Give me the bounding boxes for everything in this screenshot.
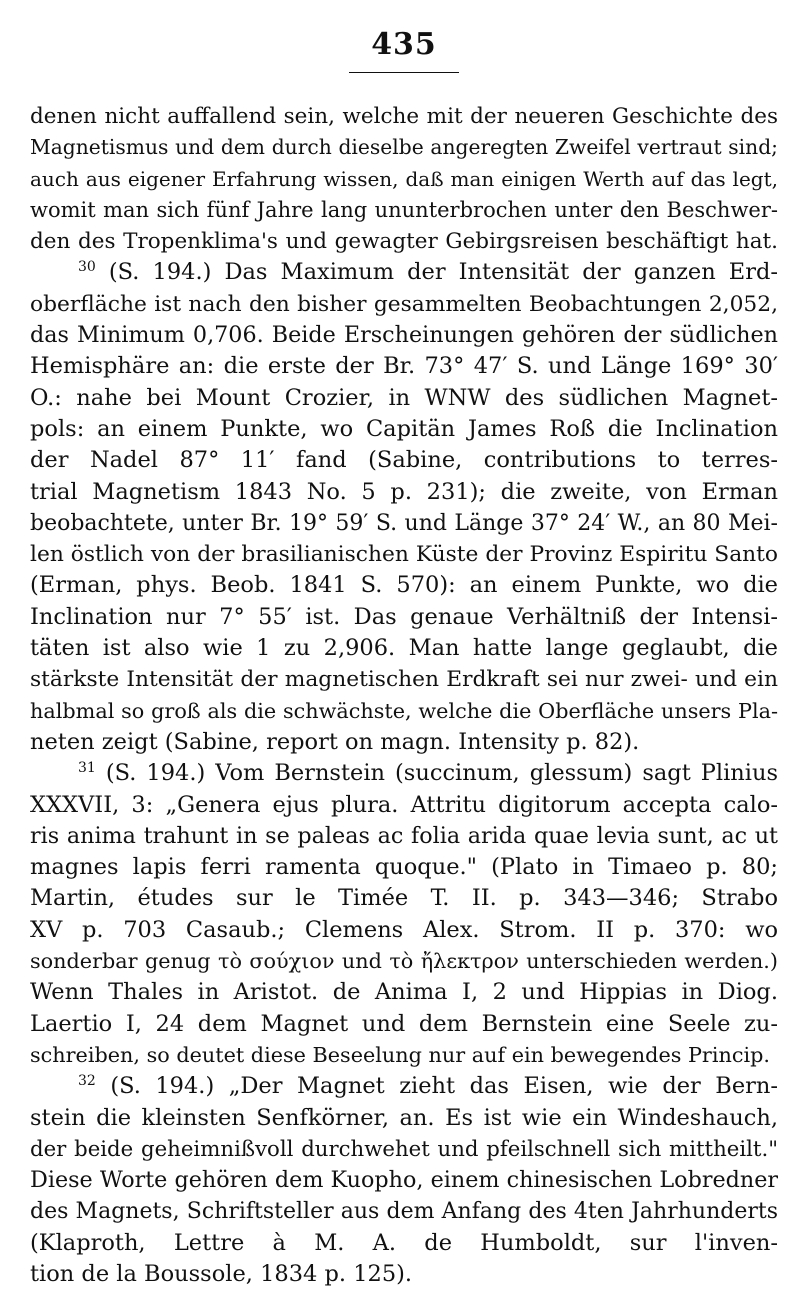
text-line (30, 664, 778, 695)
header-rule (349, 72, 459, 73)
text-line (30, 790, 778, 821)
line-text: (Erman, phys. Beob. 1841 S. 570): an einem Punkte, wo die (30, 572, 778, 599)
document-page (30, 28, 778, 1290)
text-line (30, 1228, 778, 1259)
text-line (30, 1134, 778, 1165)
body-text (30, 101, 778, 1290)
footnote-number: 31 (78, 760, 96, 777)
footnote-number: 32 (78, 1073, 96, 1090)
footnote-number: 30 (78, 259, 96, 276)
text-line (30, 508, 778, 539)
line-text: (S. 194.) „Der Magnet zieht das Eisen, wie der Bern- (110, 1073, 778, 1100)
line-text: halbmal so groß als die schwächste, welche die Oberfläche unsers Pla- (30, 698, 778, 723)
line-text: der Nadel 87° 11′ fand (Sabine, contributions to terres- (30, 447, 778, 474)
line-text: womit man sich fünf Jahre lang ununterbrochen unter den Beschwer- (30, 197, 778, 222)
text-line (30, 570, 778, 601)
text-line (30, 1259, 778, 1290)
line-text: (Klaproth, Lettre à M. A. de Humboldt, sur l'inven- (30, 1229, 778, 1256)
line-text: schreiben, so deutet diese Beseelung nur auf ein bewegendes Princip. (30, 1042, 770, 1067)
line-text: O.: nahe bei Mount Crozier, in WNW des südlichen Magnet- (30, 384, 778, 411)
text-line (30, 351, 778, 382)
line-text: Martin, études sur le Timée T. II. p. 343—346; Strabo (30, 885, 778, 912)
line-text: Laertio I, 24 dem Magnet und dem Bernstein eine Seele zu- (30, 1010, 778, 1037)
text-line (30, 257, 778, 288)
line-text: (S. 194.) Vom Bernstein (succinum, glessum) sagt Plinius (105, 760, 778, 787)
line-text: Inclination nur 7° 55′ ist. Das genaue Verhältniß der Intensi- (30, 603, 778, 630)
text-line (30, 883, 778, 914)
text-line (30, 696, 778, 727)
text-line (30, 289, 778, 320)
text-line (30, 915, 778, 946)
text-line (30, 1103, 778, 1134)
text-line (30, 477, 778, 508)
line-text: trial Magnetism 1843 No. 5 p. 231); die zweite, von Erman (30, 478, 778, 505)
line-text: Magnetismus und dem durch dieselbe angeregten Zweifel vertraut sind; (30, 135, 778, 160)
text-line (30, 758, 778, 789)
text-line (30, 946, 778, 977)
line-text: XV p. 703 Casaub.; Clemens Alex. Strom. II p. 370: wo (30, 916, 778, 943)
text-line (30, 445, 778, 476)
text-line (30, 1196, 778, 1227)
text-line (30, 852, 778, 883)
text-line (30, 727, 778, 758)
line-text: len östlich von der brasilianischen Küste der Provinz Espiritu Santo (30, 542, 778, 568)
text-line (30, 383, 778, 414)
line-text: Hemisphäre an: die erste der Br. 73° 47′ S. und Länge 169° 30′ (30, 353, 778, 380)
text-line (30, 1071, 778, 1102)
text-line (30, 1165, 778, 1196)
text-line (30, 602, 778, 633)
text-line (30, 977, 778, 1008)
line-text: tion de la Boussole, 1834 p. 125). (30, 1260, 413, 1287)
page-number: 435 (371, 27, 437, 62)
line-text: magnes lapis ferri ramenta quoque." (Plato in Timaeo p. 80; (30, 854, 778, 881)
line-text: der beide geheimnißvoll durchwehet und pfeilschnell sich mittheilt." (30, 1136, 778, 1162)
line-text: stein die kleinsten Senfkörner, an. Es ist wie ein Windeshauch, (30, 1104, 778, 1131)
line-text: stärkste Intensität der magnetischen Erdkraft sei nur zwei- und ein (30, 667, 778, 693)
text-line (30, 633, 778, 664)
text-line (30, 1040, 778, 1071)
line-text: den des Tropenklima's und gewagter Gebirgsreisen beschäftigt hat. (30, 229, 778, 255)
line-text: ris anima trahunt in se paleas ac folia arida quae levia sunt, ac ut (30, 822, 778, 849)
line-text: Wenn Thales in Aristot. de Anima I, 2 und Hippias in Diog. (30, 979, 778, 1006)
line-text: Diese Worte gehören dem Kuopho, einem chinesischen Lobredner (30, 1167, 778, 1194)
line-text: des Magnets, Schriftsteller aus dem Anfang des 4ten Jahrhunderts (30, 1199, 778, 1225)
text-line (30, 101, 778, 132)
text-line (30, 1009, 778, 1040)
line-text: täten ist also wie 1 zu 2,906. Man hatte lange geglaubt, die (30, 635, 778, 662)
line-text: das Minimum 0,706. Beide Erscheinungen gehören der südlichen (30, 322, 778, 349)
text-line (30, 195, 778, 226)
text-line (30, 132, 778, 163)
line-text: sonderbar genug τὸ σούχιον und τὸ ἤλεκτρον unterschieden werden.) (30, 949, 778, 974)
line-text: beobachtete, unter Br. 19° 59′ S. und Länge 37° 24′ W., an 80 Mei- (30, 510, 778, 536)
line-text: (S. 194.) Das Maximum der Intensität der ganzen Erd- (108, 259, 778, 286)
text-line (30, 821, 778, 852)
line-text: XXXVII, 3: „Genera ejus plura. Attritu digitorum accepta calo- (30, 791, 778, 818)
text-line (30, 539, 778, 570)
line-text: neten zeigt (Sabine, report on magn. Intensity p. 82). (30, 728, 640, 755)
text-line (30, 414, 778, 445)
line-text: pols: an einem Punkte, wo Capitän James Roß die Inclination (30, 415, 778, 442)
text-line (30, 226, 778, 257)
line-text: oberfläche ist nach den bisher gesammelten Beobachtungen 2,052, (30, 291, 778, 317)
text-line (30, 164, 778, 195)
line-text: auch aus eigener Erfahrung wissen, daß man einigen Werth auf das legt, (30, 166, 778, 191)
line-text: denen nicht auffallend sein, welche mit der neueren Geschichte des (30, 104, 778, 129)
text-line (30, 320, 778, 351)
